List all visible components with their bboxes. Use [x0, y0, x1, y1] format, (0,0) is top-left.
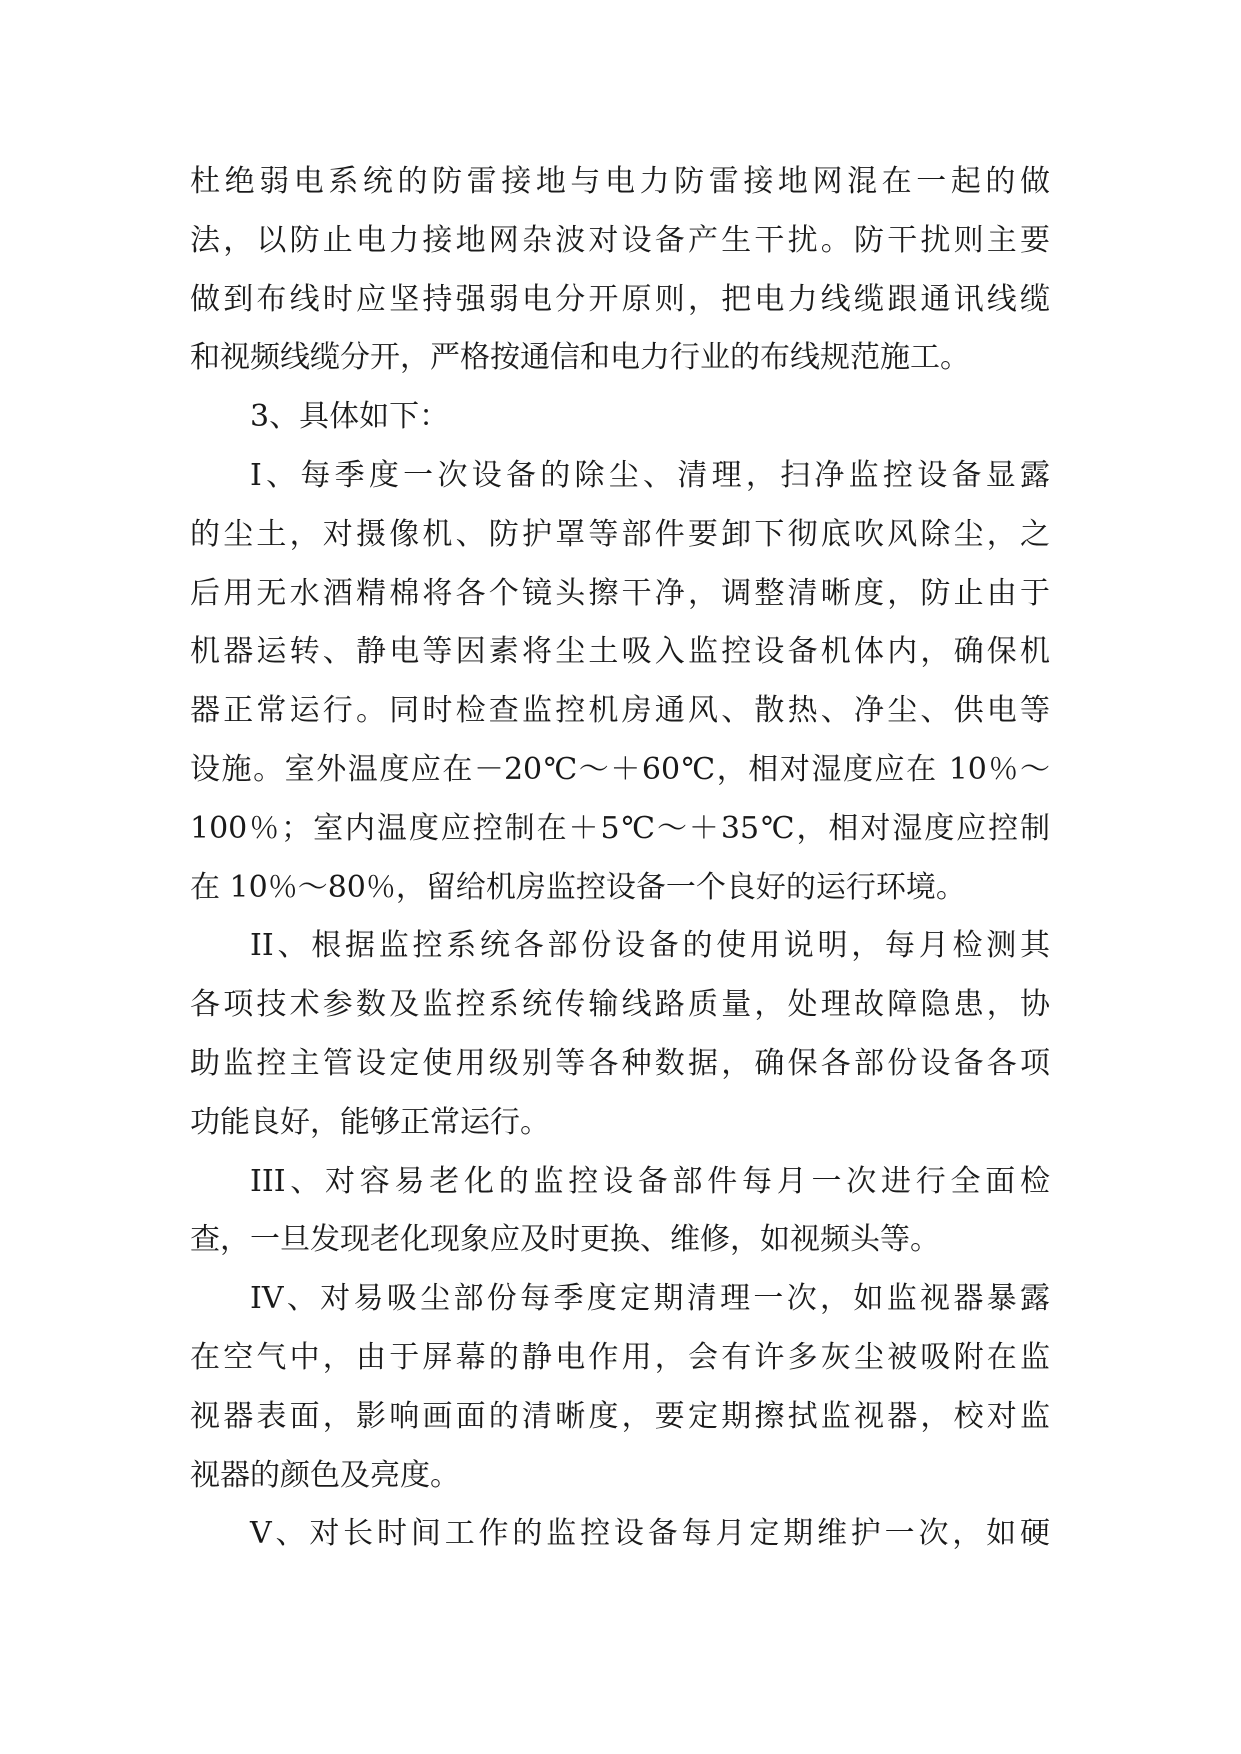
text-line: 做到布线时应坚持强弱电分开原则，把电力线缆跟通讯线缆 [190, 281, 1050, 317]
text-line: II、根据监控系统各部份设备的使用说明，每月检测其 [250, 928, 1050, 964]
text-line: 和视频线缆分开，严格按通信和电力行业的布线规范施工。 [190, 340, 970, 376]
text-line: IV、对易吸尘部份每季度定期清理一次，如监视器暴露 [250, 1281, 1050, 1317]
text-line: 3、具体如下： [250, 399, 450, 435]
document-body [190, 153, 1050, 1564]
text-line: 后用无水酒精棉将各个镜头擦干净，调整清晰度，防止由于 [190, 575, 1050, 611]
text-line: 在空气中，由于屏幕的静电作用，会有许多灰尘被吸附在监 [190, 1339, 1050, 1375]
text-line: V、对长时间工作的监控设备每月定期维护一次，如硬 [250, 1516, 1050, 1552]
text-line: 功能良好，能够正常运行。 [190, 1104, 550, 1140]
text-line: 视器的颜色及亮度。 [190, 1457, 460, 1493]
text-line: 器正常运行。同时检查监控机房通风、散热、净尘、供电等 [190, 693, 1050, 729]
text-line: 机器运转、静电等因素将尘土吸入监控设备机体内，确保机 [190, 634, 1050, 670]
text-line: 设施。室外温度应在－20℃～＋60℃，相对湿度应在 10％～ [190, 751, 1050, 787]
text-line: 各项技术参数及监控系统传输线路质量，处理故障隐患，协 [190, 987, 1050, 1023]
text-line: 助监控主管设定使用级别等各种数据，确保各部份设备各项 [190, 1045, 1050, 1081]
text-line: 100％；室内温度应控制在＋5℃～＋35℃，相对湿度应控制 [190, 810, 1050, 846]
text-line: 视器表面，影响画面的清晰度，要定期擦拭监视器，校对监 [190, 1398, 1050, 1434]
text-line: 查，一旦发现老化现象应及时更换、维修，如视频头等。 [190, 1222, 940, 1258]
text-line: 的尘土，对摄像机、防护罩等部件要卸下彻底吹风除尘，之 [190, 516, 1050, 552]
text-line: 杜绝弱电系统的防雷接地与电力防雷接地网混在一起的做 [190, 164, 1050, 199]
text-line: 在 10％～80％，留给机房监控设备一个良好的运行环境。 [190, 869, 966, 905]
text-line: III、对容易老化的监控设备部件每月一次进行全面检 [250, 1163, 1050, 1199]
text-line: I、每季度一次设备的除尘、清理，扫净监控设备显露 [250, 457, 1050, 493]
text-line: 法，以防止电力接地网杂波对设备产生干扰。防干扰则主要 [190, 222, 1050, 258]
